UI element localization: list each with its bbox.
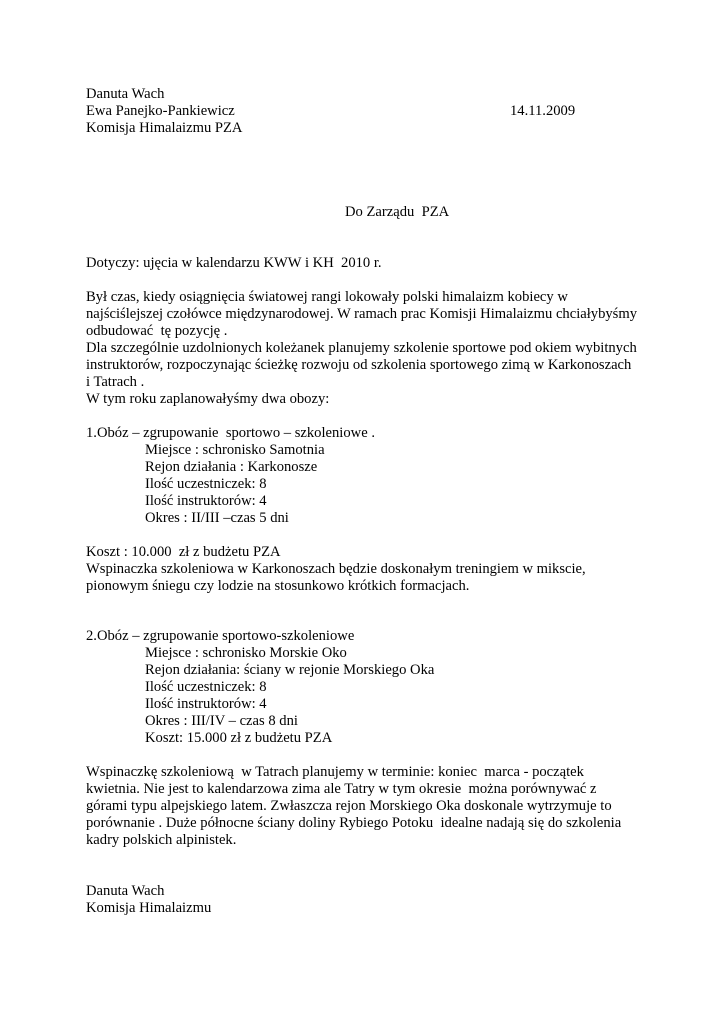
camp-1-detail: Ilość instruktorów: 4 <box>145 493 267 509</box>
camp-1-description: Wspinaczka szkoleniowa w Karkonoszach będzie doskonałym treningiem w mikscie, <box>86 561 586 577</box>
intro-line: W tym roku zaplanowałyśmy dwa obozy: <box>86 391 330 407</box>
subject-line: Dotyczy: ujęcia w kalendarzu KWW i KH 2010 r. <box>86 255 382 271</box>
camp-1-title: 1.Obóz – zgrupowanie sportowo – szkoleniowe . <box>86 425 375 441</box>
author-name-2: Ewa Panejko-Pankiewicz <box>86 103 235 119</box>
signature-organization: Komisja Himalaizmu <box>86 900 212 916</box>
sender-organization: Komisja Himalaizmu PZA <box>86 120 243 136</box>
intro-line: instruktorów, rozpoczynając ścieżkę rozwoju od szkolenia sportowego zimą w Karkonoszach <box>86 357 632 373</box>
author-name-1: Danuta Wach <box>86 86 165 102</box>
signature-name: Danuta Wach <box>86 883 165 899</box>
intro-line: Był czas, kiedy osiągnięcia światowej rangi lokowały polski himalaizm kobiecy w <box>86 289 568 305</box>
intro-line: Dla szczególnie uzdolnionych koleżanek planujemy szkolenie sportowe pod okiem wybitnych <box>86 340 637 356</box>
camp-2-detail: Ilość instruktorów: 4 <box>145 696 267 712</box>
camp-2-cost: Koszt: 15.000 zł z budżetu PZA <box>145 730 333 746</box>
camp-2-detail: Miejsce : schronisko Morskie Oko <box>145 645 347 661</box>
camp-2-description: kadry polskich alpinistek. <box>86 832 237 848</box>
camp-1-detail: Rejon działania : Karkonosze <box>145 459 318 475</box>
camp-1-cost: Koszt : 10.000 zł z budżetu PZA <box>86 544 281 560</box>
camp-1-detail: Okres : II/III –czas 5 dni <box>145 510 289 526</box>
camp-2-detail: Okres : III/IV – czas 8 dni <box>145 713 298 729</box>
letter-date: 14.11.2009 <box>510 103 576 119</box>
camp-2-detail: Ilość uczestniczek: 8 <box>145 679 267 695</box>
camp-2-description: Wspinaczkę szkoleniową w Tatrach planujemy w terminie: koniec marca - początek <box>86 764 584 780</box>
camp-1-description: pionowym śniegu czy lodzie na stosunkowo krótkich formacjach. <box>86 578 470 594</box>
camp-1-detail: Ilość uczestniczek: 8 <box>145 476 267 492</box>
camp-2-detail: Rejon działania: ściany w rejonie Morskiego Oka <box>145 662 435 678</box>
camp-2-description: kwietnia. Nie jest to kalendarzowa zima ale Tatry w tym okresie można porównywać z <box>86 781 597 797</box>
camp-2-description: porównanie . Duże północne ściany doliny Rybiego Potoku idealne nadają się do szkolenia <box>86 815 622 831</box>
intro-line: odbudować tę pozycję . <box>86 323 228 339</box>
intro-line: najściślejszej czołówce międzynarodowej. W ramach prac Komisji Himalaizmu chciałybyśmy <box>86 306 637 322</box>
camp-2-description: górami typu alpejskiego latem. Zwłaszcza rejon Morskiego Oka doskonale wytrzymuje to <box>86 798 612 814</box>
camp-1-detail: Miejsce : schronisko Samotnia <box>145 442 325 458</box>
camp-2-title: 2.Obóz – zgrupowanie sportowo-szkoleniowe <box>86 628 355 644</box>
intro-line: i Tatrach . <box>86 374 145 390</box>
addressee: Do Zarządu PZA <box>345 204 450 220</box>
